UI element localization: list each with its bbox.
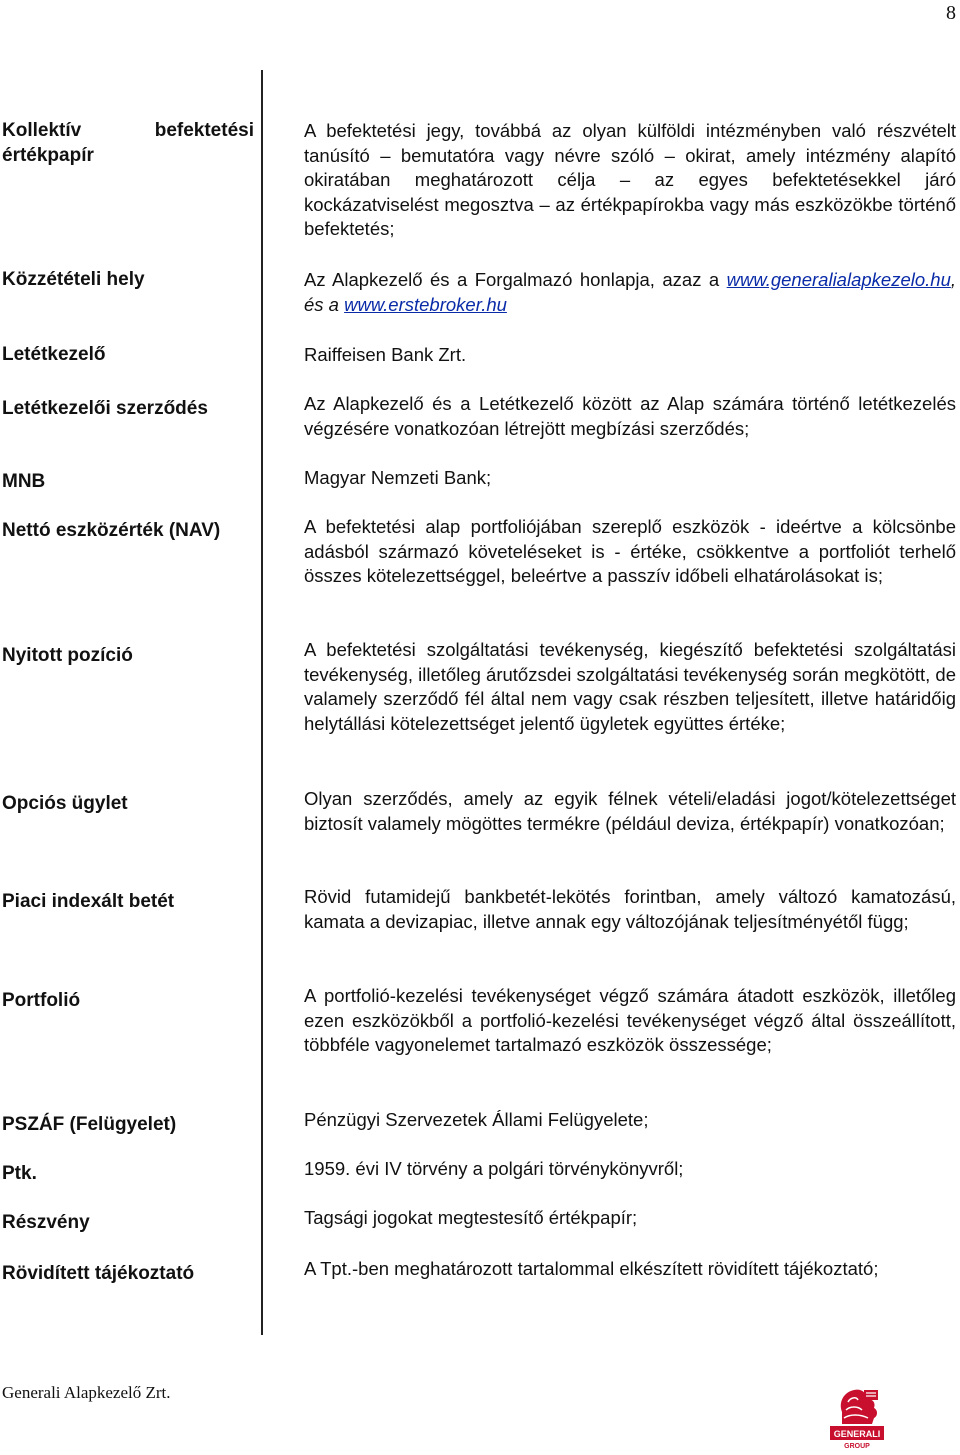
generali-lion-logo [828,1384,886,1450]
generali-link[interactable]: www.generalialapkezelo.hu [726,269,951,290]
definition-portfolio: A portfolió-kezelési tevékenységet végző számára átadott eszközök, illetőleg ezen eszközökből a portfolió-kezelési tevékenységet végző által összeállított, többféle vagyonelemet tartalmazó eszközök összessége; [304,985,956,1056]
term-pszaf: PSZÁF (Felügyelet) [2,1114,177,1135]
definition-text: Az Alapkezelő és a Forgalmazó honlapja, azaz a [304,269,720,290]
definition-pszaf: Pénzügyi Szervezetek Állami Felügyelete; [304,1109,649,1130]
definition-connector: , és a [304,269,956,315]
definition-opcios-ugylet: Olyan szerződés, amely az egyik félnek vételi/eladási jogot/kötelezettséget biztosít valamely mögöttes termékre (például deviza, értékpapír) vonatkozóan; [304,788,956,834]
definition-kollektiv: A befektetési jegy, továbbá az olyan külföldi intézményben való részvételt tanúsító – bemutatóra vagy névre szóló – okirat, amely intézmény alapító okiratában meghatározott célja – az egyes befektetésekkel járó kockázatviselést megosztva – az értékpapírokba vagy más eszközökbe történő befektetés; [304,120,956,240]
definition-letetkezeloi-szerzodes: Az Alapkezelő és a Letétkezelő között az Alap számára történő letétkezelés végzésére vonatkozóan létrejött megbízási szerződés; [304,393,956,439]
term-kollektiv [2,118,254,168]
definition-rovidített-tajekoztato: A Tpt.-ben meghatározott tartalommal elkészített rövidített tájékoztató; [304,1258,879,1279]
definition-kozzeteteli-hely [304,268,956,317]
definition-nyitott-pozicio: A befektetési szolgáltatási tevékenység, kiegészítő befektetési szolgáltatási tevékenység, illetőleg árutőzsdei szolgáltatási tevékenység során megkötött, de valamely szerződő fél által nem vagy csak részben teljesített, illetve határidőig helytállási kötelezettséget jelentő ügyletek együttes értéke; [304,639,956,734]
column-divider [261,70,263,1335]
term-netto-eszkozertek: Nettó eszközérték (NAV) [2,520,221,541]
definition-reszveny: Tagsági jogokat megtestesítő értékpapír; [304,1207,638,1228]
term-mnb: MNB [2,471,46,492]
term-part-c: értékpapír [2,145,94,166]
footer-company-name: Generali Alapkezelő Zrt. [2,1383,171,1402]
definition-netto-eszkozertek: A befektetési alap portfoliójában szereplő eszközök - ideértve a kölcsönbe adásból származó követeléseket is - értéke, csökkentve a portfoliót terhelő összes kötelezettséggel, beleértve a passzív időbeli elhatárolásokat is; [304,516,956,587]
erstebroker-link[interactable]: www.erstebroker.hu [344,293,507,315]
term-reszveny: Részvény [2,1212,90,1233]
term-letetkezelo: Letétkezelő [2,344,106,365]
term-ptk: Ptk. [2,1163,37,1184]
term-kozzeteteli-hely: Közzétételi hely [2,269,145,290]
term-portfolio: Portfolió [2,990,81,1011]
term-piaci-indexalt-betet: Piaci indexált betét [2,891,175,912]
term-letetkezeloi-szerzodes: Letétkezelői szerződés [2,398,208,419]
generali-lion-icon [828,1384,886,1450]
logo-brand-text: GENERALI [833,1429,881,1439]
definition-letetkezelo: Raiffeisen Bank Zrt. [304,344,467,365]
term-opcios-ugylet: Opciós ügylet [2,793,128,814]
definition-ptk: 1959. évi IV törvény a polgári törvénykönyvről; [304,1158,684,1179]
logo-group-text: GROUP [844,1443,870,1450]
definition-piaci-indexalt-betet: Rövid futamidejű bankbetét-lekötés forintban, amely változó kamatozású, kamata a devizapiac, illetve annak egy változójának teljesítményétől függ; [304,886,956,932]
term-part-b: befektetési [154,120,254,141]
term-part-a: Kollektív [2,120,82,141]
term-nyitott-pozicio: Nyitott pozíció [2,645,133,666]
definition-mnb: Magyar Nemzeti Bank; [304,467,492,488]
page-number: 8 [946,2,956,24]
term-rovidített-tajekoztato: Rövidített tájékoztató [2,1263,195,1284]
